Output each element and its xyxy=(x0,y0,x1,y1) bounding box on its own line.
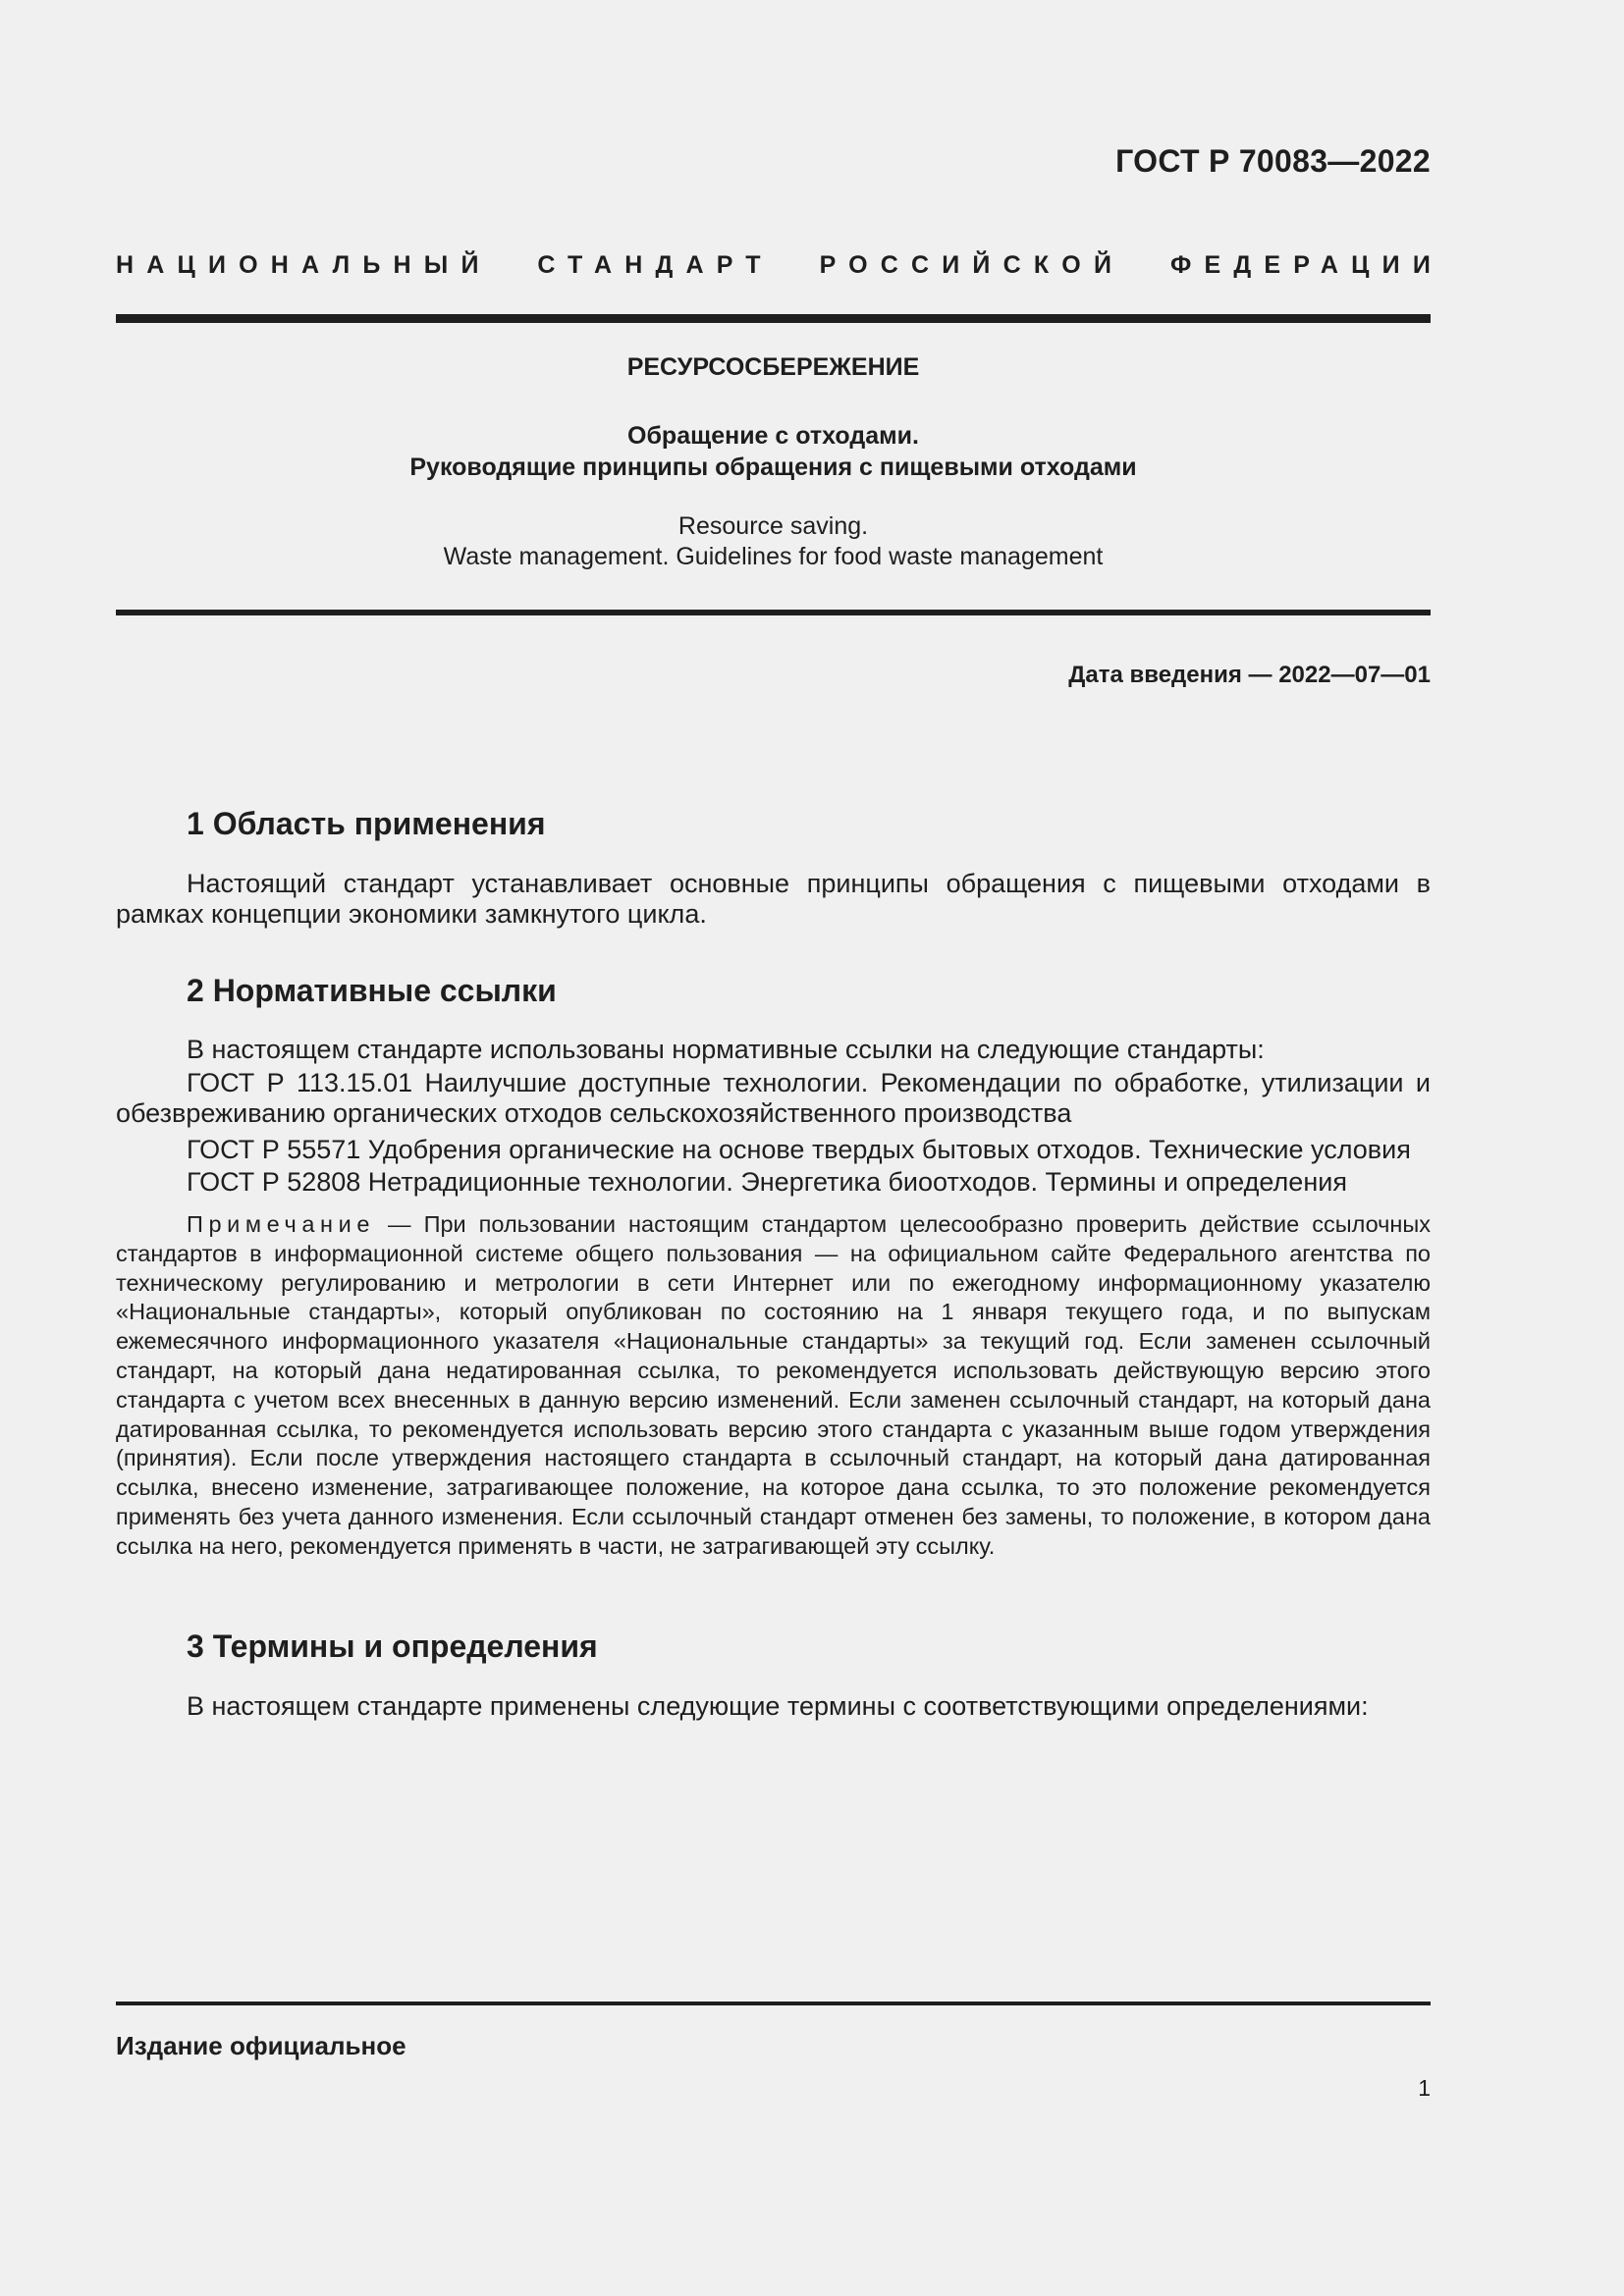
reference-item: ГОСТ Р 55571 Удобрения органические на основе твердых бытовых отходов. Технические условия xyxy=(187,1135,1411,1164)
section-3-intro: В настоящем стандарте применены следующие термины с соответствующими определениями: xyxy=(187,1691,1369,1721)
note-text: При пользовании настоящим стандартом целесообразно проверить действие ссылочных стандартов в информационной системе общего пользования — на официальном сайте Федерального агентства по техническому регулированию и метрологии в сети Интернет или по ежегодному информационному указателю «Национальные стандарты», который опубликован по состоянию на 1 января текущего года, и по выпускам ежемесячного информационного указателя «Национальные стандарты» за текущий год. Если заменен ссылочный стандарт, на который дана недатированная ссылка, то рекомендуется использовать действующую версию этого стандарта с учетом всех внесенных в данную версию изменений. Если заменен ссылочный стандарт, на который дана датированная ссылка, то рекомендуется использовать версию этого стандарта с указанным выше годом утверждения (принятия). Если после утверждения настоящего стандарта в ссылочный стандарт, на который дана датированная ссылка, внесено изменение, затрагивающее положение, на которое дана ссылка, то это положение рекомендуется применять без учета данного изменения. Если ссылочный стандарт отменен без замены, то положение, в котором дана ссылка на него, рекомендуется применять в части, не затрагивающей эту ссылку. xyxy=(116,1211,1432,1559)
divider-middle xyxy=(116,610,1431,615)
section-1-heading: 1 Область применения xyxy=(187,806,546,841)
banner-word: ФЕДЕРАЦИИ xyxy=(1169,251,1443,279)
section-1-text: Настоящий стандарт устанавливает основные принципы обращения с пищевыми отходами в рамках концепции экономики замкнутого цикла. xyxy=(116,869,1431,929)
document-page xyxy=(116,0,1443,2296)
reference-item: ГОСТ Р 113.15.01 Наилучшие доступные технологии. Рекомендации по обработке, утилизации и обезвреживанию органических отходов сельскохозяйственного производства xyxy=(116,1068,1431,1128)
divider-footer xyxy=(116,2002,1431,2005)
national-standard-banner xyxy=(116,251,1443,280)
divider-top xyxy=(116,314,1431,323)
document-title: РЕСУРСОСБЕРЕЖЕНИЕ xyxy=(626,353,920,381)
official-edition-label: Издание официальное xyxy=(116,2031,406,2060)
banner-word: НАЦИОНАЛЬНЫЙ xyxy=(116,251,492,279)
note-paragraph xyxy=(116,1210,1431,1562)
subtitle-line: Обращение с отходами. xyxy=(627,422,919,450)
english-title-line: Waste management. Guidelines for food waste management xyxy=(443,543,1104,570)
standard-number: ГОСТ Р 70083—2022 xyxy=(1115,143,1431,179)
page-number: 1 xyxy=(1418,2075,1431,2101)
english-title-line: Resource saving. xyxy=(677,512,869,540)
note-dash: — xyxy=(375,1211,424,1237)
reference-item: ГОСТ Р 52808 Нетрадиционные технологии. Энергетика биоотходов. Термины и определения xyxy=(187,1167,1347,1197)
section-2-heading: 2 Нормативные ссылки xyxy=(187,973,557,1008)
note-label: Примечание xyxy=(187,1211,376,1237)
banner-word: СТАНДАРТ xyxy=(537,251,774,279)
banner-word: РОССИЙСКОЙ xyxy=(819,251,1125,279)
subtitle-line: Руководящие принципы обращения с пищевыми отходами xyxy=(409,454,1137,481)
document-subtitle xyxy=(116,420,1431,483)
section-3-heading: 3 Термины и определения xyxy=(187,1629,598,1664)
section-2-intro: В настоящем стандарте использованы нормативные ссылки на следующие стандарты: xyxy=(187,1035,1265,1064)
introduction-date: Дата введения — 2022—07—01 xyxy=(1068,662,1431,688)
english-title xyxy=(116,511,1431,572)
